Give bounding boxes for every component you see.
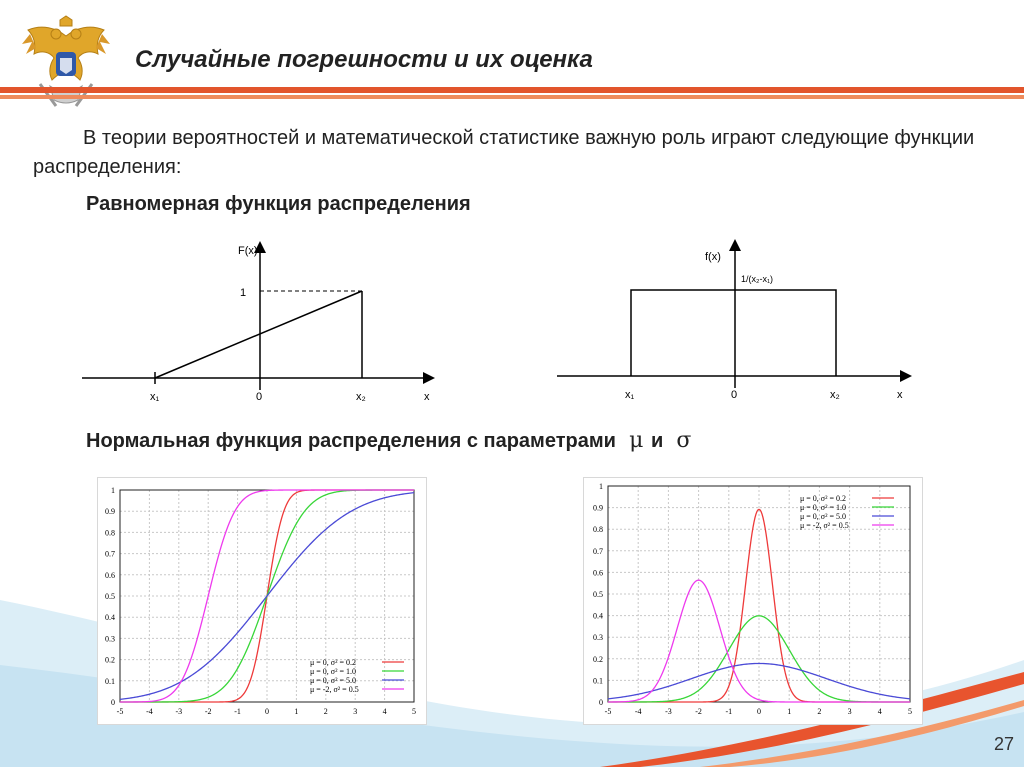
y-tick-label: 0.4 [105,613,115,623]
pdf-zero-label: 0 [731,389,738,401]
y-tick-label: 0.7 [593,546,603,556]
intro-text: В теории вероятностей и математической статистике важную роль играют следующие функции распределения: [33,127,975,178]
y-tick-label: 0.8 [593,525,603,535]
heading-normal-text: Нормальная функция распределения с параметрами [86,430,616,452]
x-tick-label: 4 [877,707,882,716]
y-tick-label: 0.9 [593,503,603,513]
slide-title: Случайные погрешности и их оценка [135,46,593,73]
sigma-symbol: σ [676,428,692,453]
x-tick-label: -3 [665,707,672,716]
x-tick-label: 1 [294,707,299,716]
uniform-pdf-diagram [545,230,915,410]
normal-pdf-chart [583,477,923,725]
y-tick-label: 0.5 [105,592,115,601]
title-underline-bar [0,87,1024,101]
y-tick-label: 0.3 [105,634,115,644]
cdf-ramp-line [155,291,362,378]
legend-label-1: μ = 0, σ² = 0.2 [310,658,357,667]
cdf-x2-label: x₂ [356,391,366,403]
pdf-xlabel: x [897,389,903,401]
pdf-x1-label: x₁ [625,389,635,401]
normal-cdf-svg [98,478,426,724]
legend-label-3: μ = 0, σ² = 5.0 [800,512,847,521]
y-tick-label: 0.7 [105,549,115,559]
y-tick-label: 0.1 [105,676,115,686]
y-tick-label: 0 [599,698,603,707]
y-tick-label: 0.2 [105,655,115,665]
pdf-height-label: 1/(x₂-x₁) [741,274,774,284]
y-tick-label: 0.3 [593,633,603,643]
normal-pdf-svg [584,478,922,724]
heading-normal-and: и [650,430,664,452]
x-tick-label: -1 [234,707,241,716]
y-tick-label: 1 [111,486,115,495]
y-tick-label: 0.8 [105,528,115,538]
mu-symbol: μ [629,428,644,453]
legend-label-2: μ = 0, σ² = 1.0 [310,667,357,676]
x-tick-label: 3 [847,707,852,716]
x-tick-label: -2 [204,707,212,716]
x-tick-label: -2 [695,707,702,716]
x-tick-label: -5 [116,707,124,716]
legend-label-3: μ = 0, σ² = 5.0 [310,676,357,685]
x-tick-label: 4 [382,707,387,716]
heading-uniform-distribution: Равномерная функция распределения [86,193,471,215]
legend-label-4: μ = -2, σ² = 0.5 [310,685,359,694]
x-tick-label: 5 [412,707,416,716]
cdf-x1-label: x₁ [150,391,160,403]
x-tick-label: -4 [634,707,642,716]
x-tick-label: 1 [787,707,792,716]
uniform-cdf-diagram [70,230,440,410]
y-tick-label: 0.1 [593,676,603,686]
pdf-x2-label: x₂ [830,389,840,401]
heading-normal-distribution [86,428,693,453]
y-tick-label: 0.4 [593,611,603,621]
y-tick-label: 0.6 [105,570,115,580]
y-tick-label: 0 [111,698,115,707]
x-tick-label: 2 [323,707,328,716]
x-tick-label: 0 [757,707,761,716]
legend-label-4: μ = -2, σ² = 0.5 [800,521,849,530]
cdf-one-label: 1 [240,287,247,299]
pdf-ylabel: f(x) [705,251,721,263]
x-tick-label: 0 [265,707,269,716]
y-tick-label: 1 [599,482,603,491]
legend-label-1: μ = 0, σ² = 0.2 [800,494,847,503]
cdf-zero-label: 0 [256,391,263,403]
cdf-ylabel: F(x) [238,245,258,257]
series-line-3 [608,663,910,698]
page-number: 27 [993,734,1014,754]
y-tick-label: 0.9 [105,507,115,517]
x-tick-label: 3 [353,707,358,716]
normal-cdf-chart [97,477,427,725]
x-tick-label: -1 [725,707,733,716]
x-tick-label: -3 [175,707,183,716]
y-tick-label: 0.2 [593,654,603,664]
y-tick-label: 0.5 [593,590,603,599]
legend-label-2: μ = 0, σ² = 1.0 [800,503,847,512]
x-tick-label: 5 [908,707,912,716]
x-tick-label: -4 [146,707,153,716]
intro-paragraph [33,124,993,182]
y-tick-label: 0.6 [593,568,603,578]
x-tick-label: 2 [817,707,822,716]
cdf-xlabel: x [424,391,430,403]
pdf-rectangle [631,290,836,376]
x-tick-label: -5 [604,707,612,716]
